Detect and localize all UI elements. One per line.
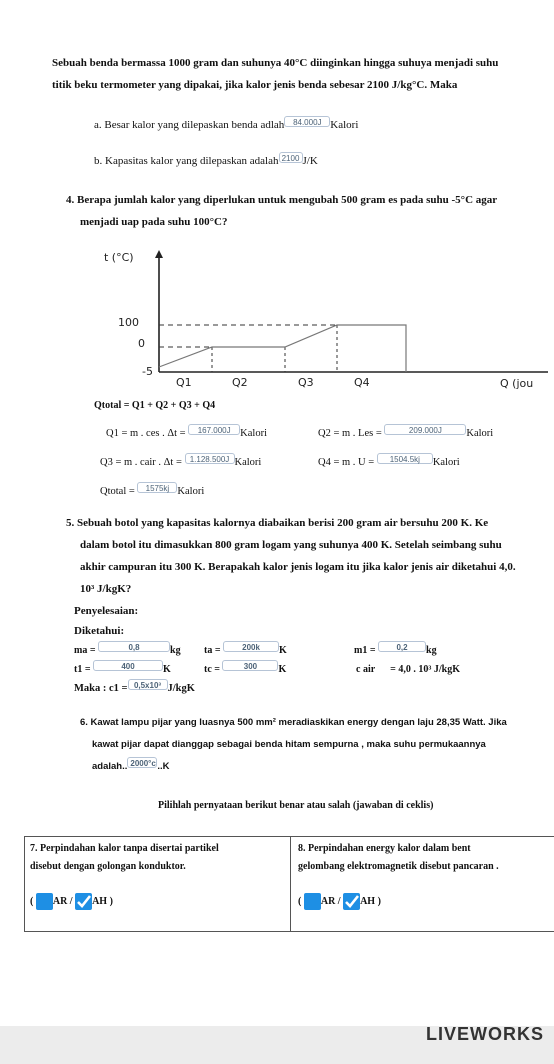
q8-benar-checkbox[interactable] bbox=[304, 893, 321, 910]
question-6-suffix: ..K bbox=[157, 761, 170, 772]
graph-x-axis-label: Q (jou bbox=[500, 377, 534, 390]
cair-value: = 4,0 . 10³ J/kgK bbox=[390, 664, 460, 675]
cair-label: c air bbox=[356, 664, 376, 675]
table-left-border bbox=[24, 837, 25, 931]
penyelesaian-label: Penyelesaian: bbox=[74, 605, 139, 617]
q7-paren-open: ( bbox=[30, 895, 34, 907]
m1-unit: kg bbox=[426, 645, 437, 656]
graph-y-tick-minus5: -5 bbox=[142, 365, 153, 378]
question-5-line-1: 5. Sebuah botol yang kapasitas kalornya diabaikan berisi 200 gram air bersuhu 200 K. Ke bbox=[66, 517, 489, 529]
question-3b-text: b. Kapasitas kalor yang dilepaskan adalah bbox=[94, 155, 279, 167]
question-7-line-2: disebut dengan golongan konduktor. bbox=[30, 861, 186, 872]
question-4-line-2: menjadi uap pada suhu 100°C? bbox=[80, 216, 228, 228]
question-6-line-1: 6. Kawat lampu pijar yang luasnya 500 mm² meradiaskikan energy dengan laju 28,35 Watt. Jika bbox=[80, 717, 507, 728]
q3-row bbox=[100, 452, 261, 474]
question-6-line-2: kawat pijar dapat dianggap sebagai benda hitam sempurna , maka suhu permukaannya bbox=[92, 739, 486, 750]
graph-y-tick-100: 100 bbox=[118, 316, 139, 329]
q1-formula: Q1 = m . ces . Δt = bbox=[106, 428, 186, 439]
footer-bar bbox=[0, 1026, 554, 1064]
diketahui-label: Diketahui: bbox=[74, 625, 125, 637]
answer-3b-input[interactable]: 2100 bbox=[279, 152, 303, 163]
ta-answer-input[interactable]: 200k bbox=[223, 641, 279, 652]
question-3a-text: a. Besar kalor yang dilepaskan benda adlah bbox=[94, 119, 285, 131]
question-3b bbox=[94, 150, 318, 172]
graph-y-tick-0: 0 bbox=[138, 337, 145, 350]
qtotal-row bbox=[100, 481, 204, 503]
question-8-line-2: gelombang elektromagnetik disebut pancaran . bbox=[298, 861, 499, 872]
question-6-line-3 bbox=[92, 756, 170, 778]
q8-salah-checkbox[interactable] bbox=[343, 893, 360, 910]
q4-formula: Q4 = m . U = bbox=[318, 457, 375, 468]
q2-answer-input[interactable]: 209.000J bbox=[384, 424, 466, 435]
intro-line-1: Sebuah benda bermassa 1000 gram dan suhunya 40°C diinginkan hingga suhuya menjadi suhu bbox=[52, 57, 499, 69]
check-icon bbox=[75, 893, 92, 910]
maka-label: Maka : c1 = bbox=[74, 683, 128, 694]
graph-q1-label: Q1 bbox=[176, 376, 192, 389]
graph-q4-label: Q4 bbox=[354, 376, 370, 389]
question-7-cell bbox=[30, 837, 286, 931]
q7-salah-label: AH ) bbox=[92, 895, 113, 907]
tc-label: tc = bbox=[204, 664, 220, 675]
true-false-table bbox=[24, 836, 554, 932]
question-8-title: 8. Perpindahan energy kalor dalam bent bbox=[298, 843, 471, 854]
q7-salah-checkbox[interactable] bbox=[75, 893, 92, 910]
cair-row bbox=[356, 659, 460, 681]
tc-unit: K bbox=[278, 664, 287, 675]
q2-formula: Q2 = m . Les = bbox=[318, 428, 382, 439]
phase-change-graph bbox=[96, 246, 554, 394]
ta-label: ta = bbox=[204, 645, 221, 656]
q3-unit: Kalori bbox=[234, 457, 262, 468]
question-3a-unit: Kalori bbox=[330, 119, 359, 131]
qtotal-label: Qtotal = bbox=[100, 486, 135, 497]
qtotal-unit: Kalori bbox=[177, 486, 205, 497]
question-8-options bbox=[298, 893, 381, 910]
graph-y-axis-label: t (°C) bbox=[104, 251, 134, 264]
q4-row bbox=[318, 452, 460, 474]
q3-answer-input[interactable]: 1.128.500J bbox=[185, 453, 235, 464]
liveworksheets-logo: LIVEWORKS bbox=[426, 1024, 545, 1044]
q3-formula: Q3 = m . cair . Δt = bbox=[100, 457, 182, 468]
maka-unit: J/kgK bbox=[167, 683, 195, 694]
q4-unit: Kalori bbox=[432, 457, 460, 468]
qtotal-formula: Qtotal = Q1 + Q2 + Q3 + Q4 bbox=[94, 400, 216, 411]
q8-benar-label: AR / bbox=[320, 895, 341, 907]
question-8-cell bbox=[298, 837, 554, 931]
instruction-text: Pilihlah pernyataan berikut benar atau salah (jawaban di ceklis) bbox=[158, 800, 434, 811]
maka-row bbox=[74, 678, 195, 700]
qtotal-answer-input[interactable]: 1575kj bbox=[137, 482, 177, 493]
m1-answer-input[interactable]: 0,2 bbox=[378, 641, 426, 652]
t1-answer-input[interactable]: 400 bbox=[93, 660, 163, 671]
q2-row bbox=[318, 423, 493, 445]
q4-answer-input[interactable]: 1504.5kj bbox=[377, 453, 433, 464]
question-6-prefix: adalah.. bbox=[92, 761, 128, 772]
ma-unit: kg bbox=[170, 645, 181, 656]
graph-curve bbox=[159, 325, 406, 372]
ma-answer-input[interactable]: 0,8 bbox=[98, 641, 170, 652]
ta-unit: K bbox=[279, 645, 287, 656]
question-3a bbox=[94, 114, 358, 136]
check-icon bbox=[343, 893, 360, 910]
graph-y-arrow bbox=[155, 250, 163, 258]
ma-label: ma = bbox=[74, 645, 96, 656]
q8-paren-open: ( bbox=[298, 895, 302, 907]
question-3b-unit: J/K bbox=[302, 155, 318, 167]
tc-row bbox=[204, 659, 286, 681]
q2-unit: Kalori bbox=[466, 428, 494, 439]
graph-q3-label: Q3 bbox=[298, 376, 314, 389]
question-5-line-3: akhir campuran itu 300 K. Berapakah kalor jenis logam itu jika kalor jenis air diketahui 4,0. bbox=[80, 561, 516, 573]
maka-answer-input[interactable]: 0,5x10³ bbox=[128, 679, 168, 690]
table-divider bbox=[290, 837, 291, 931]
question-7-options bbox=[30, 893, 113, 910]
question-6-answer-input[interactable]: 2000°c bbox=[127, 757, 157, 768]
q1-unit: Kalori bbox=[240, 428, 267, 439]
t1-unit: K bbox=[163, 664, 171, 675]
question-5-line-4: 10³ J/kgK? bbox=[80, 583, 132, 595]
question-7-title: 7. Perpindahan kalor tanpa disertai partikel bbox=[30, 843, 219, 854]
t1-label: t1 = bbox=[74, 664, 91, 675]
answer-3a-input[interactable]: 84.000J bbox=[284, 116, 330, 127]
q7-benar-label: AR / bbox=[52, 895, 73, 907]
graph-q2-label: Q2 bbox=[232, 376, 248, 389]
m1-label: m1 = bbox=[354, 645, 376, 656]
q1-answer-input[interactable]: 167.000J bbox=[188, 424, 240, 435]
question-5-line-2: dalam botol itu dimasukkan 800 gram logam yang suhunya 400 K. Setelah seimbang suhu bbox=[80, 539, 502, 551]
q8-salah-label: AH ) bbox=[360, 895, 381, 907]
q7-benar-checkbox[interactable] bbox=[36, 893, 53, 910]
intro-line-2: titik beku termometer yang dipakai, jika kalor jenis benda sebesar 2100 J/kg°C. Maka bbox=[52, 79, 458, 91]
q1-row bbox=[106, 423, 267, 445]
question-4-line-1: 4. Berapa jumlah kalor yang diperlukan untuk mengubah 500 gram es pada suhu -5°C agar bbox=[66, 194, 498, 206]
tc-answer-input[interactable]: 300 bbox=[222, 660, 278, 671]
